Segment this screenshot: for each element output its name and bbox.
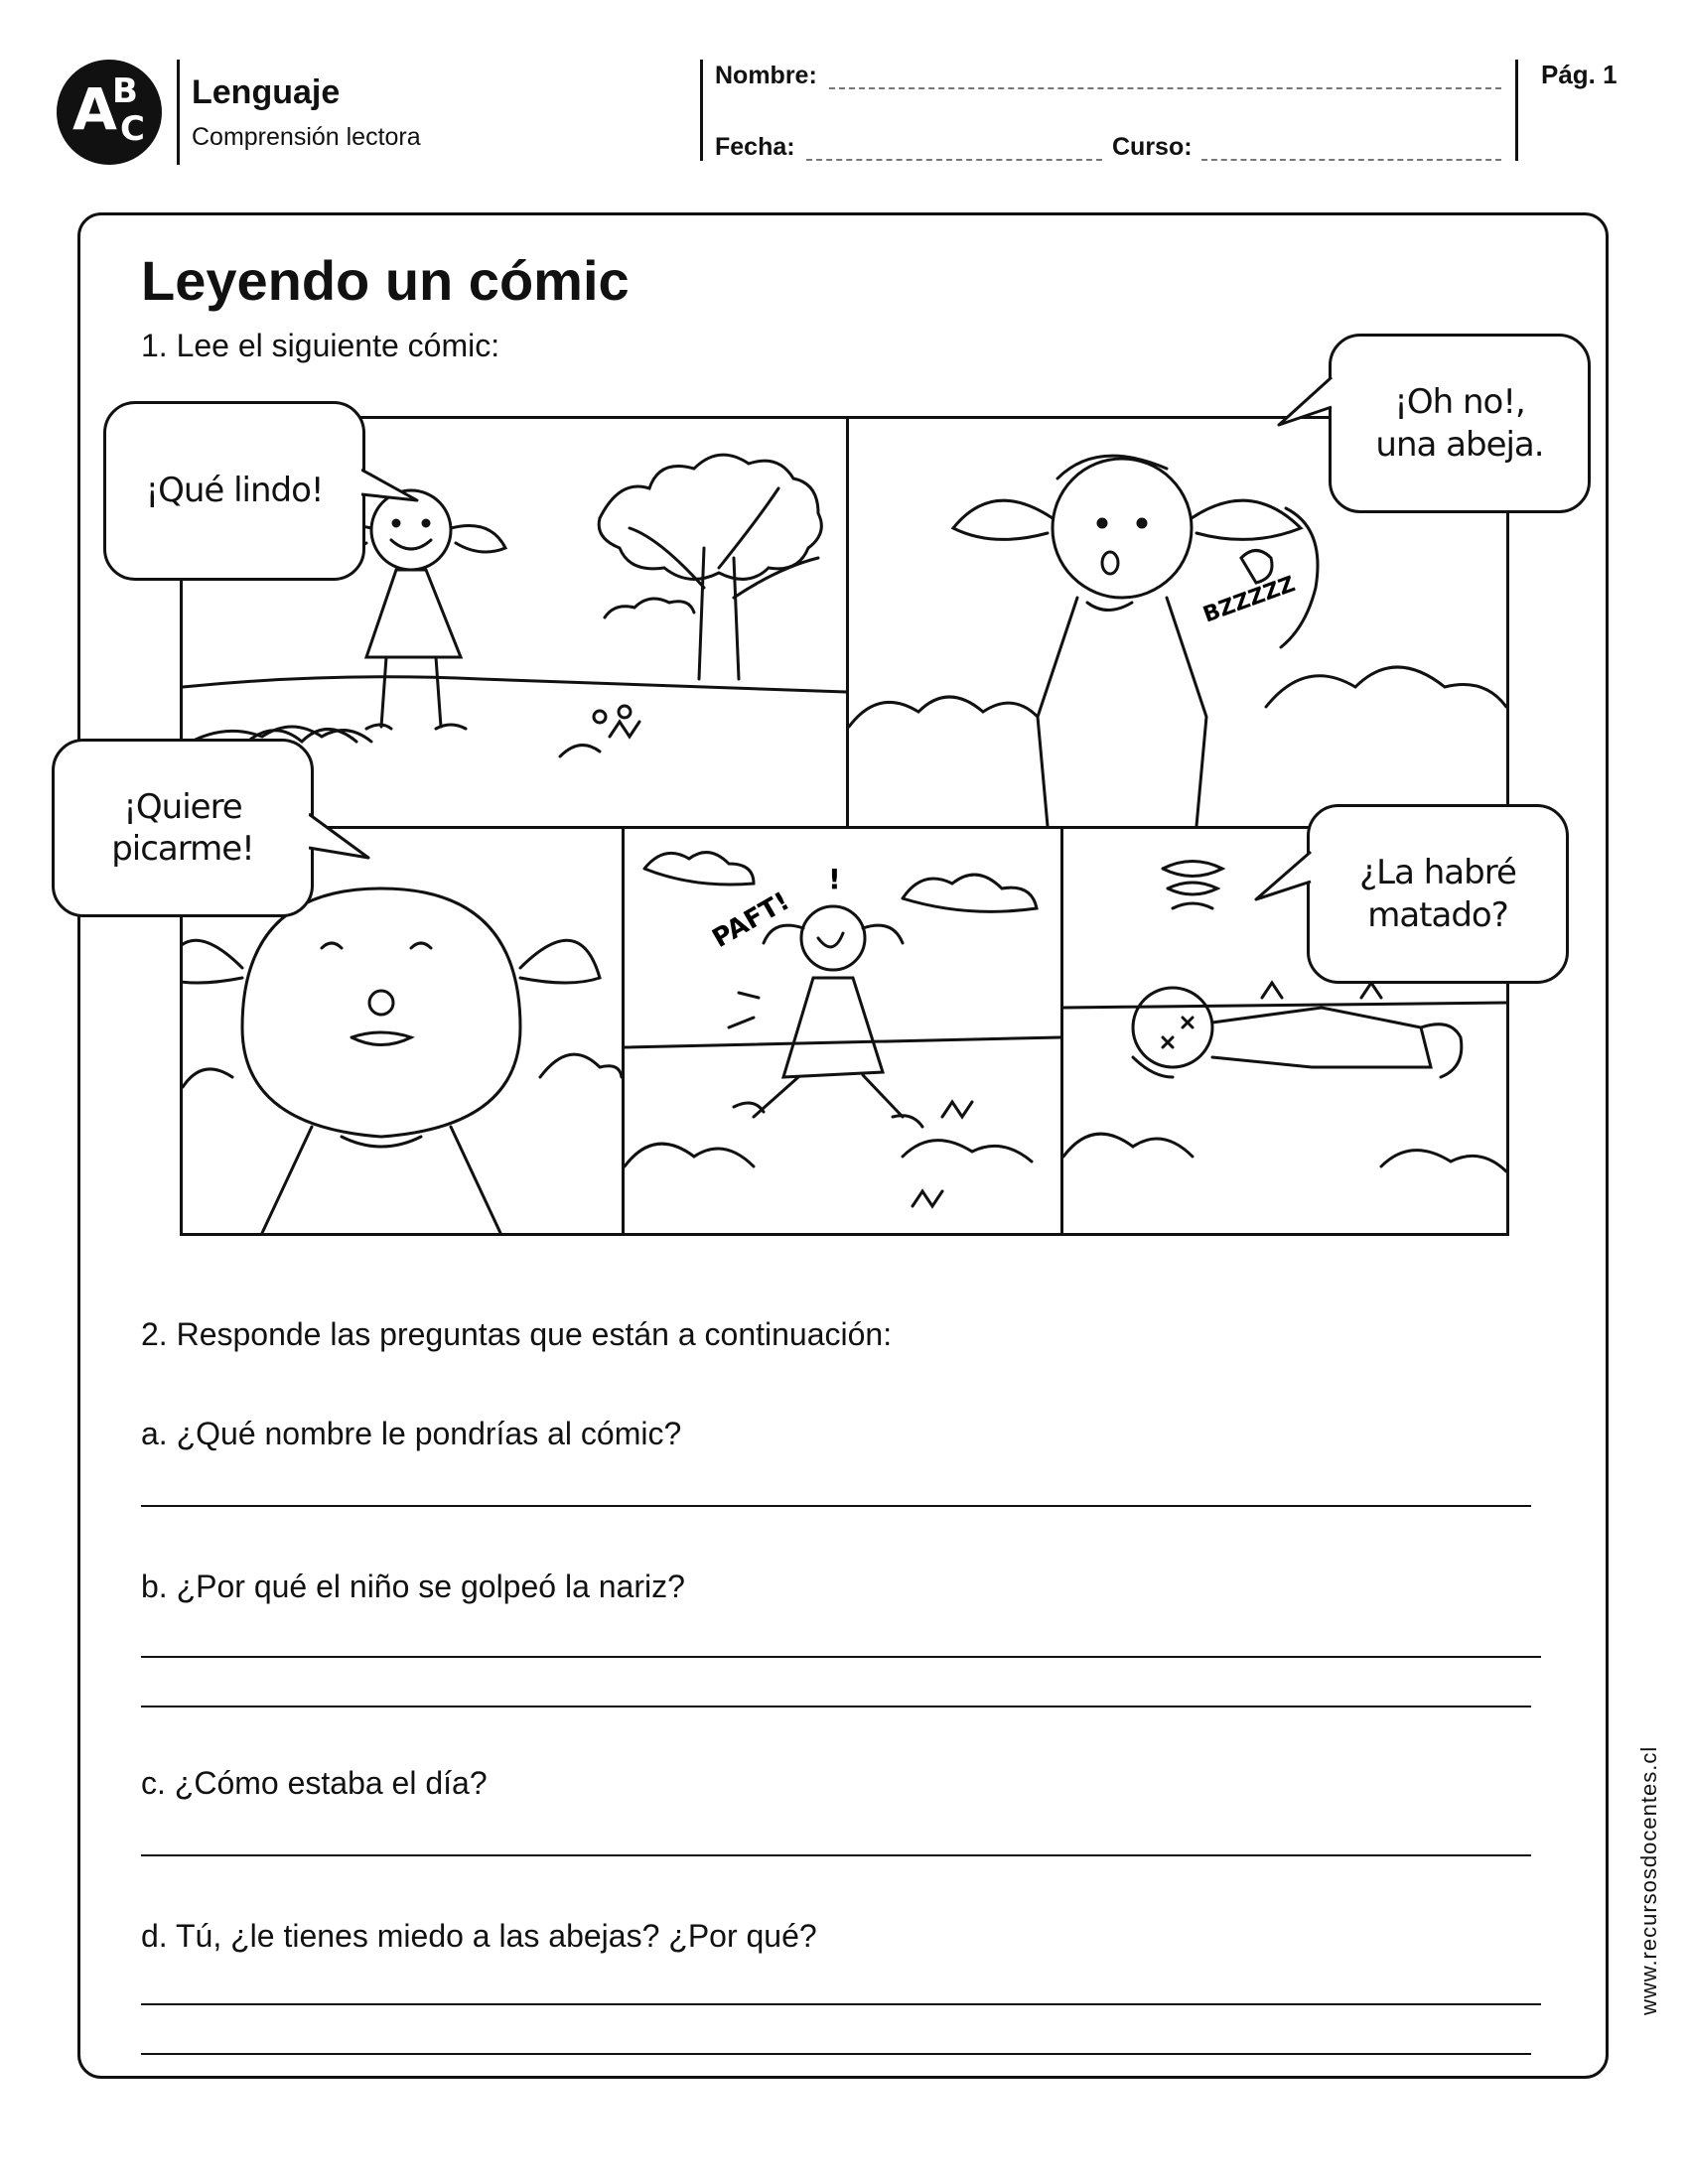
- answer-line-b1[interactable]: [141, 1656, 1541, 1658]
- instruction-answer-questions: 2. Responde las preguntas que están a continuación:: [141, 1316, 893, 1352]
- question-a: a. ¿Qué nombre le pondrías al cómic?: [141, 1416, 682, 1451]
- course-label: Curso:: [1112, 133, 1193, 161]
- speech-tail-panel-3: [309, 812, 372, 864]
- abc-logo: [57, 60, 162, 165]
- speech-bubble-panel-2: [1329, 334, 1591, 513]
- name-label: Nombre:: [715, 62, 817, 89]
- info-divider-left: [700, 60, 703, 161]
- answer-line-c1[interactable]: [141, 1854, 1531, 1856]
- question-d: d. Tú, ¿le tienes miedo a las abejas? ¿Por qué?: [141, 1918, 817, 1954]
- date-field[interactable]: [806, 159, 1102, 161]
- worksheet-title: Leyendo un cómic: [141, 249, 630, 312]
- subject-title: Lenguaje: [192, 73, 341, 111]
- answer-line-a1[interactable]: [141, 1505, 1531, 1507]
- name-field[interactable]: [829, 87, 1501, 89]
- hit-sound-text: PAFT!: [707, 887, 795, 955]
- logo-letter-c: C: [120, 109, 145, 149]
- answer-line-d1[interactable]: [141, 2003, 1541, 2005]
- website-watermark: www.recursosdocentes.cl: [1636, 1745, 1661, 2015]
- speech-text-panel-2: ¡Oh no!, una abeja.: [1375, 382, 1544, 465]
- page-number: Pág. 1: [1541, 60, 1618, 89]
- info-divider-right: [1515, 60, 1518, 161]
- bee-buzz-text: BZZZZZ: [1199, 572, 1299, 628]
- speech-text-panel-3: ¡Quiere picarme!: [111, 786, 254, 869]
- speech-tail-panel-2: [1276, 375, 1334, 435]
- subject-subtitle: Comprensión lectora: [192, 123, 421, 151]
- logo-letter-a: A: [72, 75, 117, 143]
- question-b: b. ¿Por qué el niño se golpeó la nariz?: [141, 1569, 685, 1604]
- date-label: Fecha:: [715, 133, 795, 161]
- panel-divider-4-5: [1060, 829, 1063, 1233]
- answer-line-d2[interactable]: [141, 2053, 1531, 2055]
- course-field[interactable]: [1201, 159, 1501, 161]
- answer-line-b2[interactable]: [141, 1706, 1531, 1707]
- speech-tail-panel-1: [361, 465, 421, 514]
- speech-tail-panel-5: [1253, 850, 1313, 907]
- girl-hits-nose-illustration: [625, 829, 1060, 1233]
- speech-text-panel-5: ¿La habré matado?: [1359, 853, 1516, 935]
- header-divider: [177, 60, 180, 165]
- speech-bubble-panel-1: [103, 401, 365, 581]
- speech-bubble-panel-3: [52, 739, 314, 917]
- exclamation-text: !: [828, 863, 841, 895]
- panel-divider-1-2: [846, 419, 849, 826]
- logo-letter-b: B: [112, 71, 138, 111]
- comic-panel-4: [625, 829, 1060, 1233]
- speech-text-panel-1: ¡Qué lindo!: [145, 471, 324, 511]
- instruction-read-comic: 1. Lee el siguiente cómic:: [141, 328, 500, 363]
- question-c: c. ¿Cómo estaba el día?: [141, 1765, 488, 1801]
- panel-divider-3-4: [622, 829, 625, 1233]
- speech-bubble-panel-5: [1307, 804, 1569, 984]
